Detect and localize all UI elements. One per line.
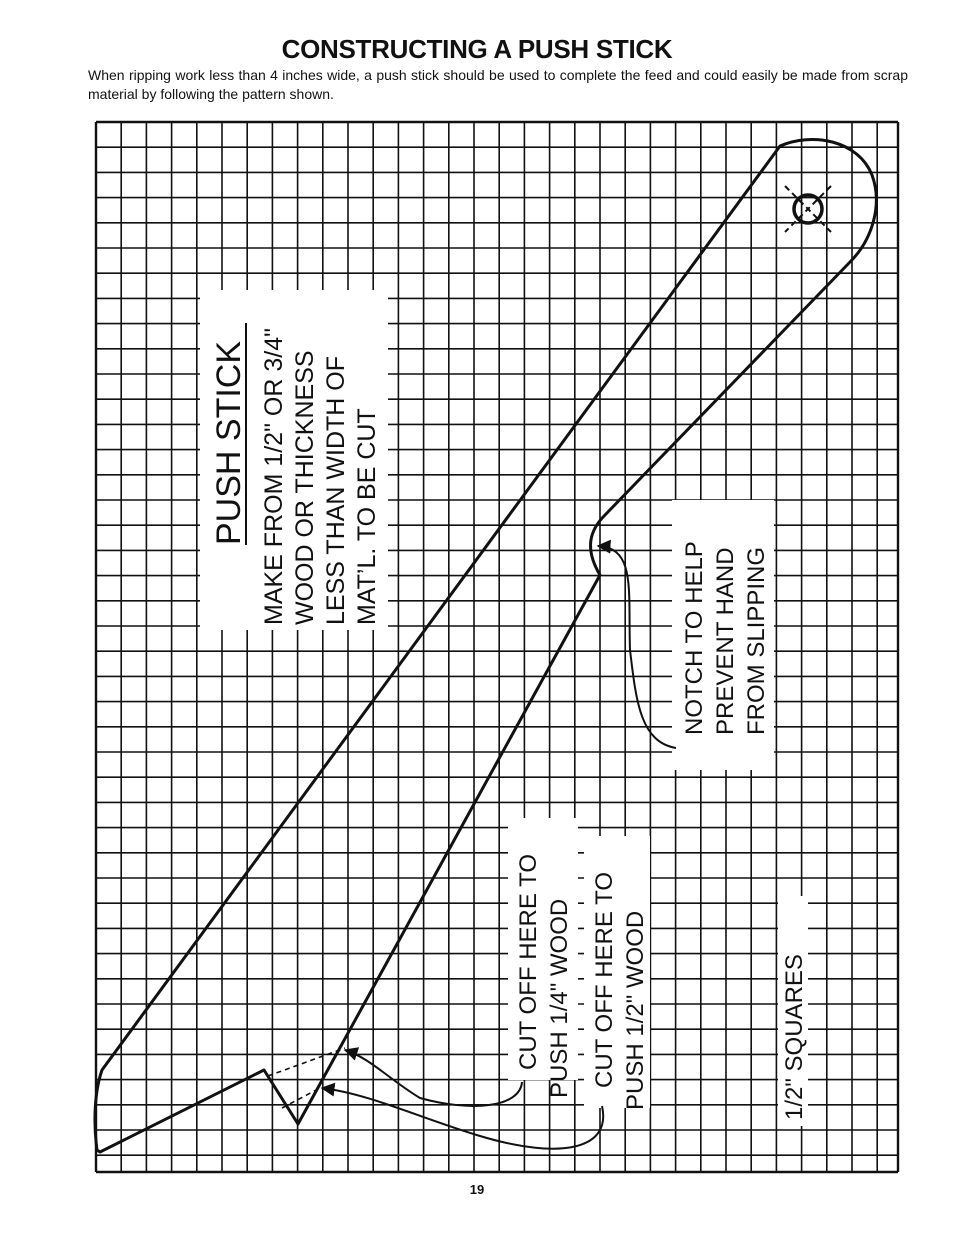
svg-text:CUT OFF HERE TO: CUT OFF HERE TO — [591, 871, 618, 1088]
svg-text:FROM SLIPPING: FROM SLIPPING — [743, 546, 770, 735]
page-number: 19 — [469, 1182, 485, 1197]
page-title: CONSTRUCTING A PUSH STICK — [281, 34, 673, 64]
svg-text:WOOD OR THICKNESS: WOOD OR THICKNESS — [291, 350, 319, 625]
svg-text:PUSH 1/4" WOOD: PUSH 1/4" WOOD — [546, 898, 573, 1098]
svg-text:MAT’L. TO BE CUT: MAT’L. TO BE CUT — [353, 408, 381, 625]
intro-paragraph: When ripping work less than 4 inches wide, a push stick should be used to complete the feed and could easily be made from scrap material by following the pattern shown. — [88, 67, 908, 102]
svg-text:CUT OFF HERE TO: CUT OFF HERE TO — [515, 853, 542, 1070]
svg-text:MAKE FROM 1/2" OR 3/4": MAKE FROM 1/2" OR 3/4" — [260, 328, 288, 625]
scale-note: 1/2" SQUARES — [781, 954, 808, 1120]
scale-note-group — [781, 954, 808, 1120]
push-stick-heading: PUSH STICK — [210, 340, 248, 545]
svg-text:NOTCH TO HELP: NOTCH TO HELP — [681, 541, 708, 735]
pattern-grid — [96, 122, 898, 1172]
notch-note — [681, 541, 770, 735]
svg-text:PREVENT HAND: PREVENT HAND — [712, 547, 739, 735]
svg-text:LESS THAN WIDTH OF: LESS THAN WIDTH OF — [322, 355, 350, 625]
svg-text:PUSH 1/2" WOOD: PUSH 1/2" WOOD — [622, 910, 649, 1110]
handle-hole — [785, 186, 831, 232]
push-stick-heading-group — [210, 323, 248, 545]
cut-quarter-leader-arrow — [345, 1050, 522, 1106]
